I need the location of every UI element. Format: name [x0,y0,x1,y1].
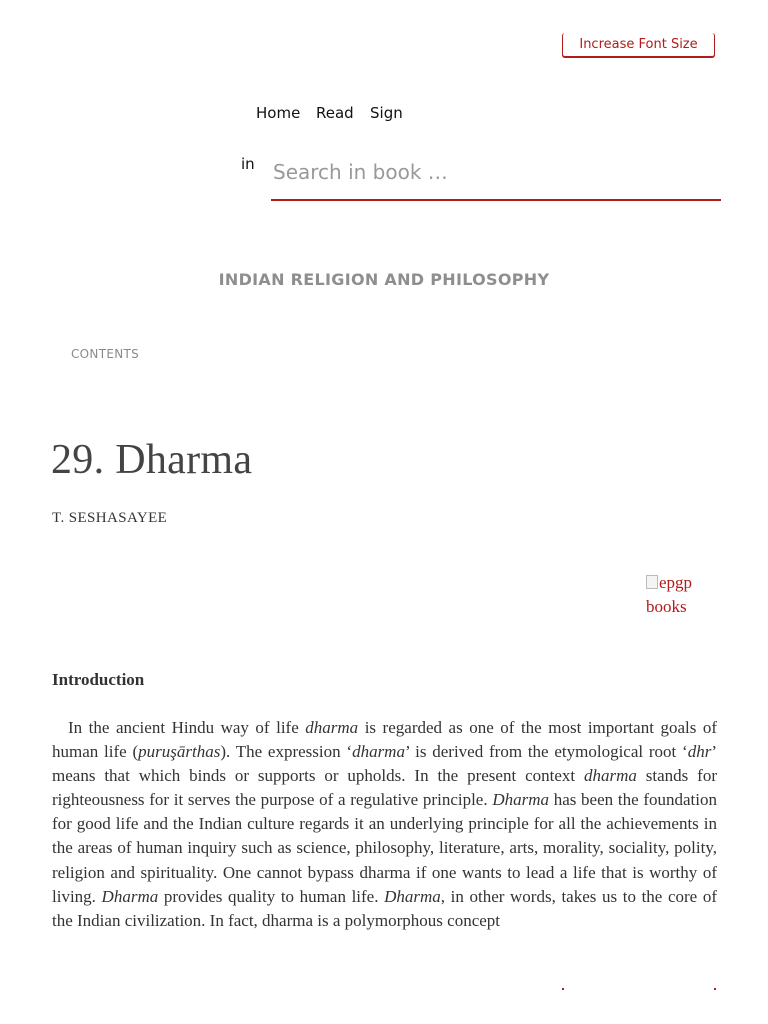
broken-image-icon [646,575,658,589]
increase-font-size-button[interactable]: Increase Font Size [562,33,715,57]
nav-home-link[interactable]: Home [256,104,301,122]
epgp-books-logo [646,571,718,619]
nav-read-link[interactable]: Read [316,104,354,122]
nav-sign-in-link-continued[interactable]: in [241,155,255,173]
logo-alt-text: epgp books [646,573,693,616]
search-input[interactable] [271,145,721,201]
book-title: INDIAN RELIGION AND PHILOSOPHY [218,270,550,289]
chapter-author: T. SESHASAYEE [52,510,168,526]
nav-sign-in-link[interactable]: Sign [370,104,403,122]
decorative-dot [714,988,716,990]
decorative-dot [562,988,564,990]
chapter-title: 29. Dharma [51,437,253,483]
contents-toggle[interactable]: CONTENTS [71,347,140,361]
section-heading: Introduction [52,670,145,689]
body-paragraph: In the ancient Hindu way of life dharma is regarded as one of the most important goals of human life (puruşārthas). The expression ‘dharma’ is derived from the etymological root ‘dhr’ means that which binds or supports or upholds. In the present context dharma stands for righteousness for it serves the purpose of a regulative principle. Dharma has been the foundation for good life and the Indian culture regards it an underlying principle for all the achievements in the areas of human inquiry such as science, philosophy, literature, arts, morality, sociality, polity, religion and spirituality. One cannot bypass dharma if one wants to lead a life that is worthy of living. Dharma provides quality to human life. Dharma, in other words, takes us to the core of the Indian civilization. In fact, dharma is a polymorphous concept [52,718,717,930]
